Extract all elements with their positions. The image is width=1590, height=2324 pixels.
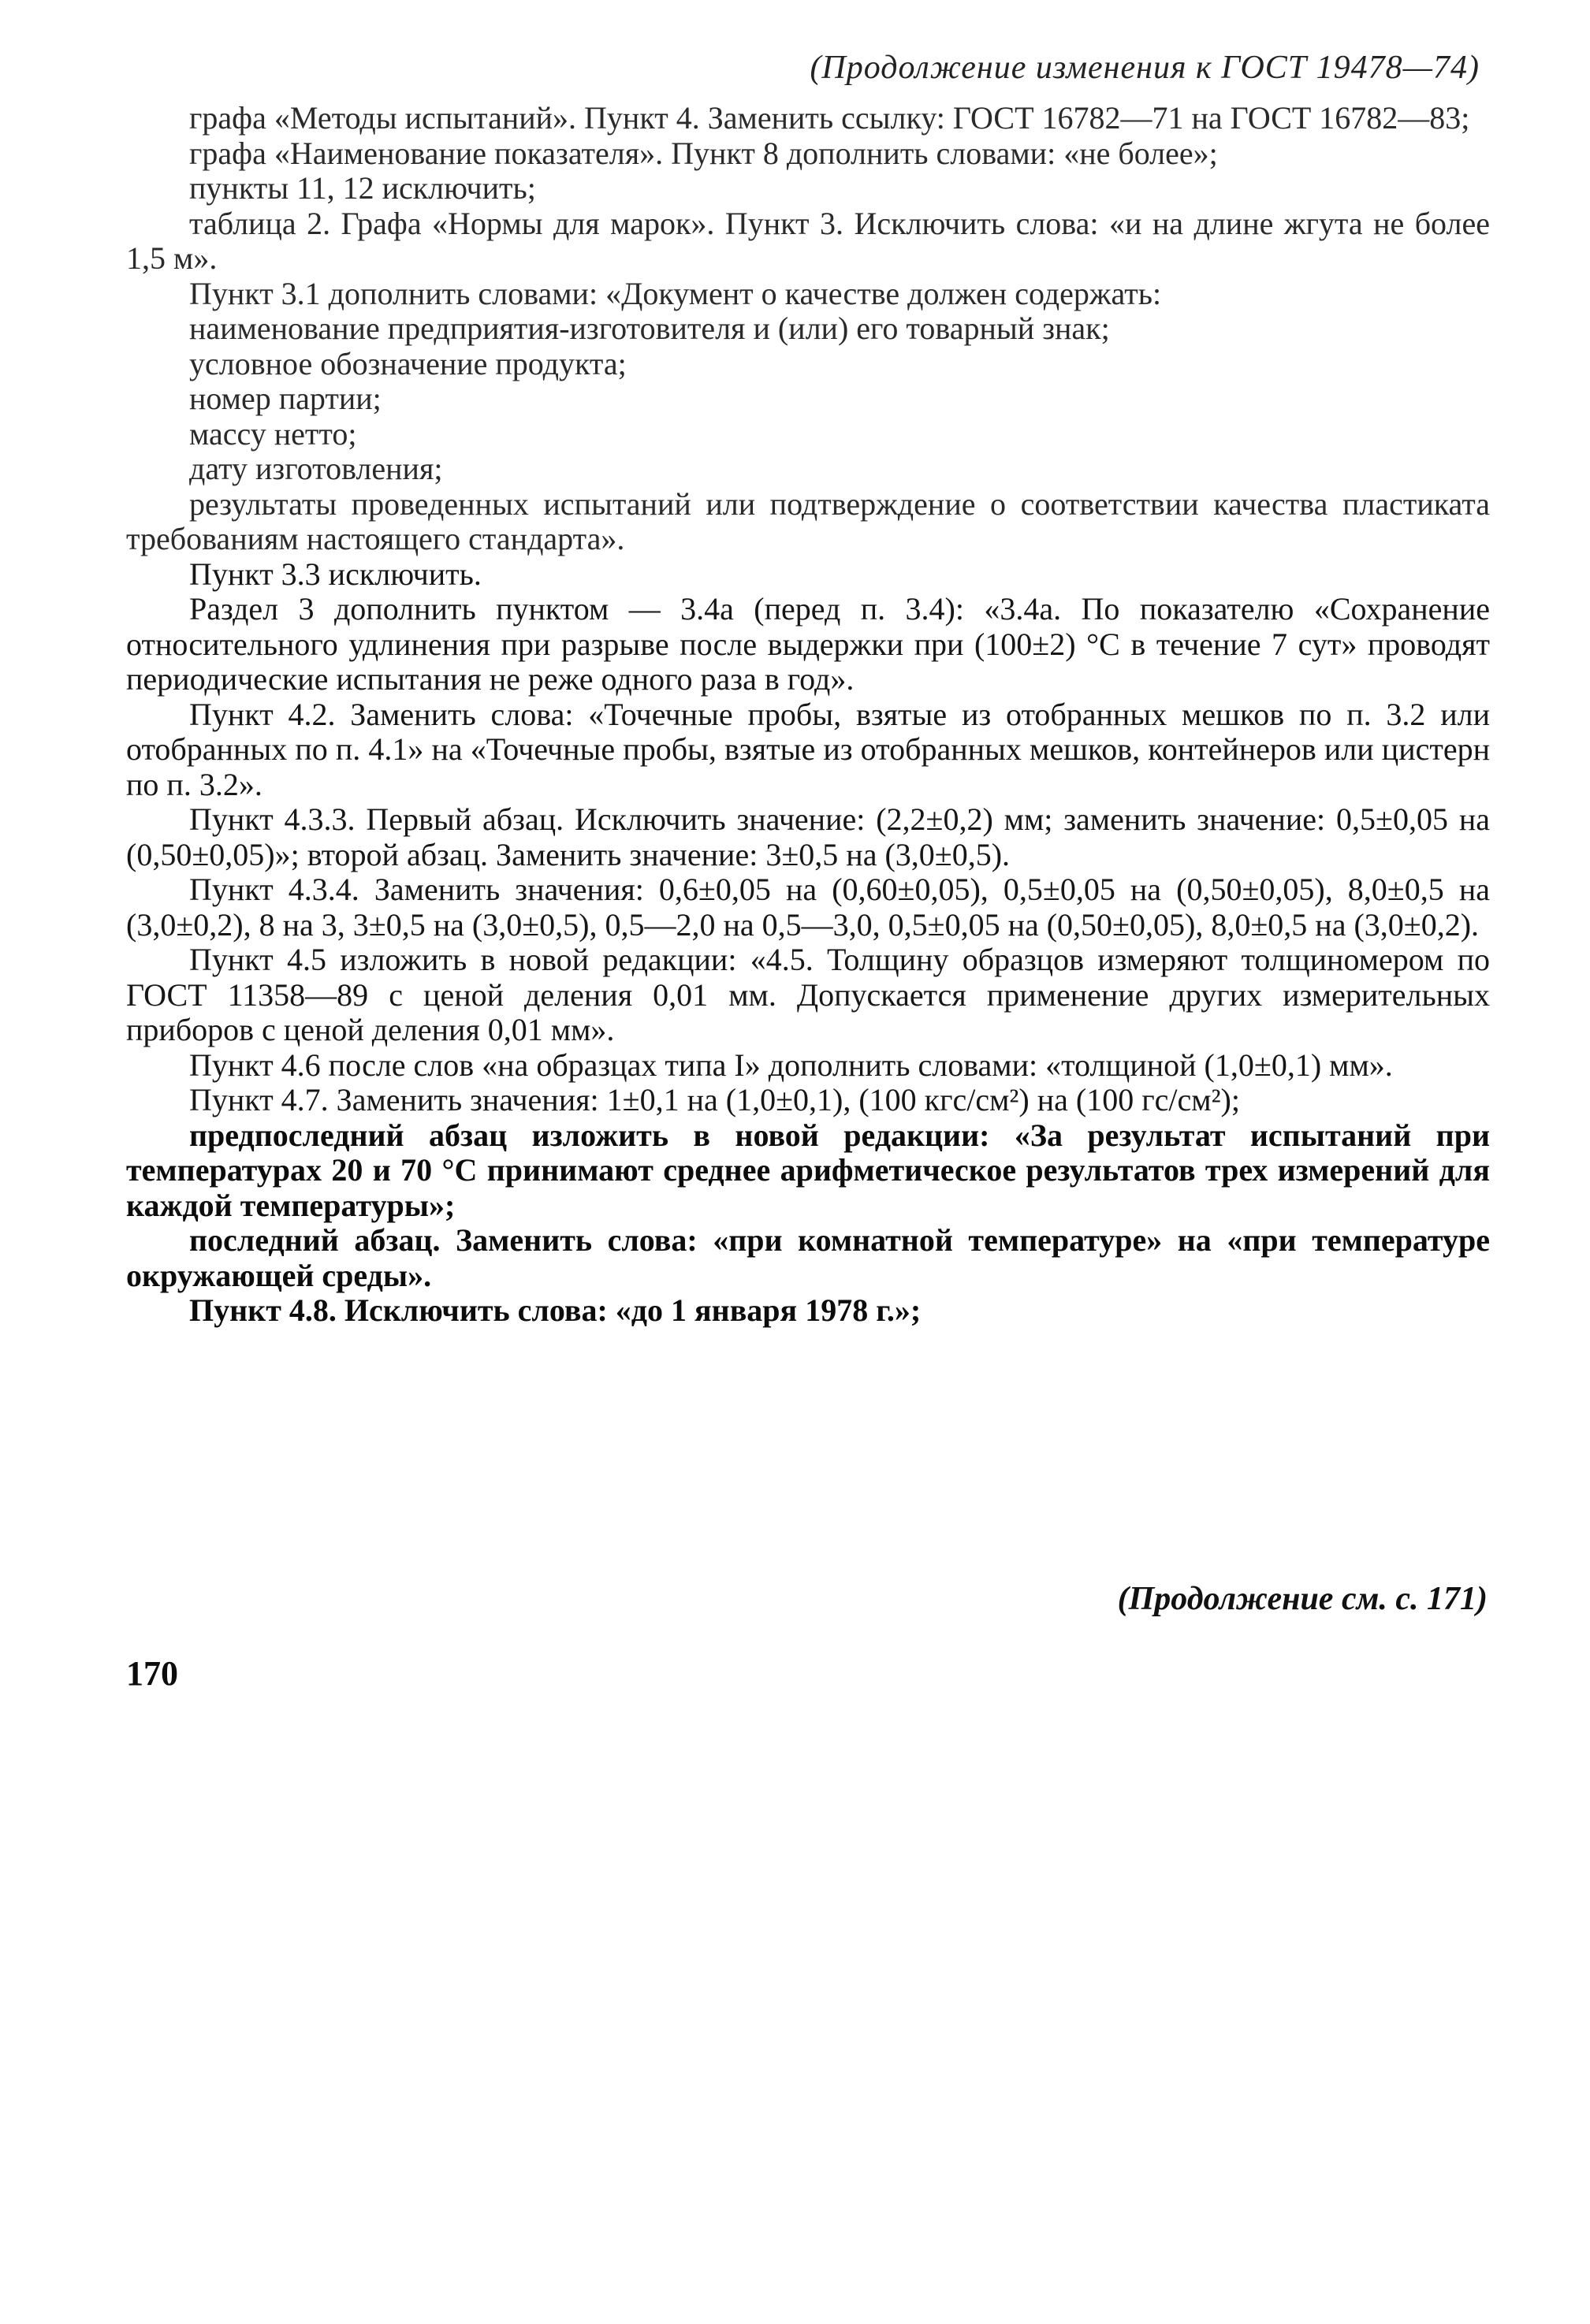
paragraph: дату изготовления; — [189, 451, 443, 486]
paragraph: наименование предприятия-изготовителя и (или) его товарный знак; — [189, 310, 1110, 346]
paragraph: Пункт 4.2. Заменить слова: «Точечные пробы, взятые из отобранных мешков по п. 3.2 или отобранных по п. 4.1» на «Точечные пробы, взятые из отобранных мешков, контейнеров или цистерн по п. 3.2». — [126, 696, 1490, 802]
paragraph: номер партии; — [189, 381, 382, 416]
paragraph: пункты 11, 12 исключить; — [189, 170, 536, 206]
paragraph: условное обозначение продукта; — [189, 345, 627, 381]
paragraph: Пункт 4.8. Исключить слова: «до 1 января 1978 г.»; — [189, 1292, 922, 1328]
paragraph: графа «Методы испытаний». Пункт 4. Заменить ссылку: ГОСТ 16782—71 на ГОСТ 16782—83; — [189, 100, 1470, 136]
continuation-header: (Продолжение изменения к ГОСТ 19478—74) — [810, 50, 1480, 86]
paragraph: Пункт 4.7. Заменить значения: 1±0,1 на (1,0±0,1), (100 кгс/см²) на (100 гс/см²); — [189, 1082, 1240, 1117]
paragraph: Пункт 3.3 исключить. — [189, 556, 482, 592]
paragraph: Раздел 3 дополнить пунктом — 3.4а (перед п. 3.4): «3.4а. По показателю «Сохранение относительного удлинения при разрыве после выдержки при (100±2) °С в течение 7 сут» проводят периодические испытания не реже одного раза в год». — [126, 591, 1490, 697]
paragraph: Пункт 4.3.4. Заменить значения: 0,6±0,05 на (0,60±0,05), 0,5±0,05 на (0,50±0,05), 8,0±0,5 на (3,0±0,2), 8 на 3, 3±0,5 на (3,0±0,5), 0,5—2,0 на 0,5—3,0, 0,5±0,05 на (0,50±0,05), 8,0±0,5 на (3,0±0,2). — [126, 872, 1490, 943]
paragraph: массу нетто; — [189, 415, 357, 452]
paragraph: Пункт 4.6 после слов «на образцах типа I» дополнить словами: «толщиной (1,0±0,1) мм». — [189, 1047, 1393, 1083]
paragraph: результаты проведенных испытаний или подтверждение о соответствии качества пластиката требованиям настоящего стандарта». — [126, 485, 1490, 556]
paragraph: предпоследний абзац изложить в новой редакции: «За результат испытаний при температурах 20 и 70 °С принимают среднее арифметическое результатов трех измерений для каждой температуры»; — [126, 1117, 1490, 1223]
paragraph: графа «Наименование показателя». Пункт 8 дополнить словами: «не более»; — [189, 135, 1218, 171]
page-number: 170 — [126, 1654, 178, 1693]
continuation-footer: (Продолжение см. с. 171) — [1117, 1581, 1488, 1617]
paragraph: таблица 2. Графа «Нормы для марок». Пункт 3. Исключить слова: «и на длине жгута не более 1,5 м». — [126, 205, 1490, 276]
paragraph: Пункт 3.1 дополнить словами: «Документ о качестве должен содержать: — [189, 275, 1162, 311]
paragraph: Пункт 4.3.3. Первый абзац. Исключить значение: (2,2±0,2) мм; заменить значение: 0,5±0,05 на (0,50±0,05)»; второй абзац. Заменить значение: 3±0,5 на (3,0±0,5). — [126, 801, 1490, 872]
paragraph: Пункт 4.5 изложить в новой редакции: «4.5. Толщину образцов измеряют толщиномером по ГОСТ 11358—89 с ценой деления 0,01 мм. Допускается применение других измерительных приборов с ценой деления 0,01 мм». — [126, 942, 1490, 1047]
document-body — [126, 101, 1490, 1329]
paragraph: последний абзац. Заменить слова: «при комнатной температуре» на «при температуре окружающей среды». — [126, 1222, 1490, 1293]
